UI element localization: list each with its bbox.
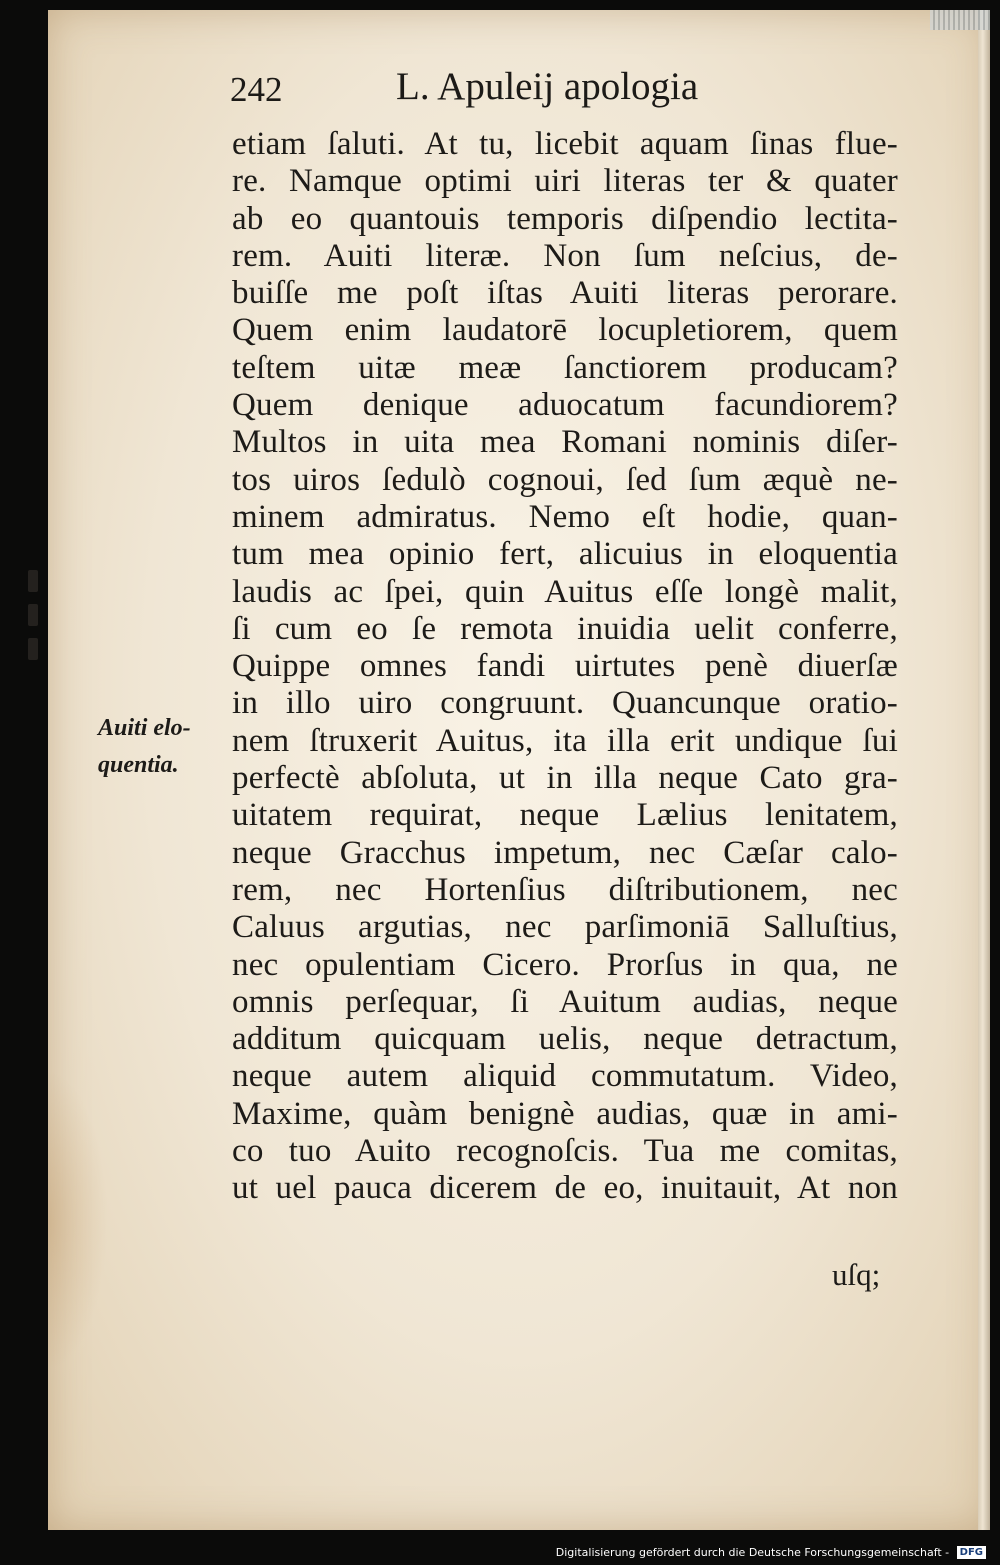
- text-line: rem, nec Hortenſius diſtributionem, nec: [232, 871, 898, 908]
- body-text: [232, 126, 898, 1208]
- text-line: in illo uiro congruunt. Quancunque oratio-: [232, 685, 898, 722]
- page-number: 242: [230, 70, 283, 109]
- text-line: Quippe omnes fandi uirtutes penè diuerſæ: [232, 648, 898, 685]
- spine-marks: [24, 560, 44, 670]
- text-line: uitatem requirat, neque Lælius lenitatem,: [232, 797, 898, 834]
- text-line: Quem denique aduocatum facundiorem?: [232, 387, 898, 424]
- text-line: Maxime, quàm benignè audias, quæ in ami-: [232, 1095, 898, 1132]
- marginal-note-line: quentia.: [98, 752, 179, 778]
- text-line: tum mea opinio fert, alicuius in eloquentia: [232, 536, 898, 573]
- text-line: ſi cum eo ſe remota inuidia uelit conferre,: [232, 610, 898, 647]
- text-line: minem admiratus. Nemo eſt hodie, quan-: [232, 498, 898, 535]
- marginal-note-line: Auiti elo-: [98, 715, 191, 741]
- text-line: neque autem aliquid commutatum. Video,: [232, 1058, 898, 1095]
- marginal-note: [98, 710, 223, 784]
- page-stain: [48, 1070, 108, 1370]
- text-line: nec opulentiam Cicero. Prorſus in qua, ne: [232, 946, 898, 983]
- catchword: uſq;: [832, 1257, 881, 1292]
- text-line: rem. Auiti literæ. Non ſum neſcius, de-: [232, 237, 898, 274]
- text-line: buiſſe me poſt iſtas Auiti literas perorare.: [232, 275, 898, 312]
- text-line: nem ſtruxerit Auitus, ita illa erit undique ſui: [232, 722, 898, 759]
- dfg-logo: DFG: [957, 1546, 986, 1559]
- text-line: teſtem uitæ meæ ſanctiorem producam?: [232, 349, 898, 386]
- text-line: neque Gracchus impetum, nec Cæſar calo-: [232, 834, 898, 871]
- text-line: co tuo Auito recognoſcis. Tua me comitas,: [232, 1133, 898, 1170]
- text-line: ab eo quantouis temporis diſpendio lectita-: [232, 200, 898, 237]
- page-corner-texture: [930, 10, 990, 30]
- running-head: [230, 64, 870, 124]
- running-title: L. Apuleij apologia: [396, 65, 699, 108]
- text-line: Caluus argutias, nec parſimoniā Salluſtius,: [232, 909, 898, 946]
- text-line: Quem enim laudatorē locupletiorem, quem: [232, 312, 898, 349]
- text-line: laudis ac ſpei, quin Auitus eſſe longè malit,: [232, 573, 898, 610]
- page-edge: [978, 10, 990, 1530]
- text-line: tos uiros ſedulò cognoui, ſed ſum æquè ne-: [232, 461, 898, 498]
- digitization-credit: [556, 1546, 986, 1560]
- text-line: perfectè abſoluta, ut in illa neque Cato gra-: [232, 760, 898, 797]
- text-line: etiam ſaluti. At tu, licebit aquam ſinas flue-: [232, 126, 898, 162]
- text-line: omnis perſequar, ſi Auitum audias, neque: [232, 983, 898, 1020]
- text-line: additum quicquam uelis, neque detractum,: [232, 1021, 898, 1058]
- credit-text: Digitalisierung gefördert durch die Deutsche Forschungsgemeinschaft -: [555, 1545, 950, 1559]
- text-line: ut uel pauca dicerem de eo, inuitauit, At non: [232, 1170, 898, 1207]
- text-line: Multos in uita mea Romani nominis diſer-: [232, 424, 898, 461]
- text-line: re. Namque optimi uiri literas ter & quater: [232, 163, 898, 200]
